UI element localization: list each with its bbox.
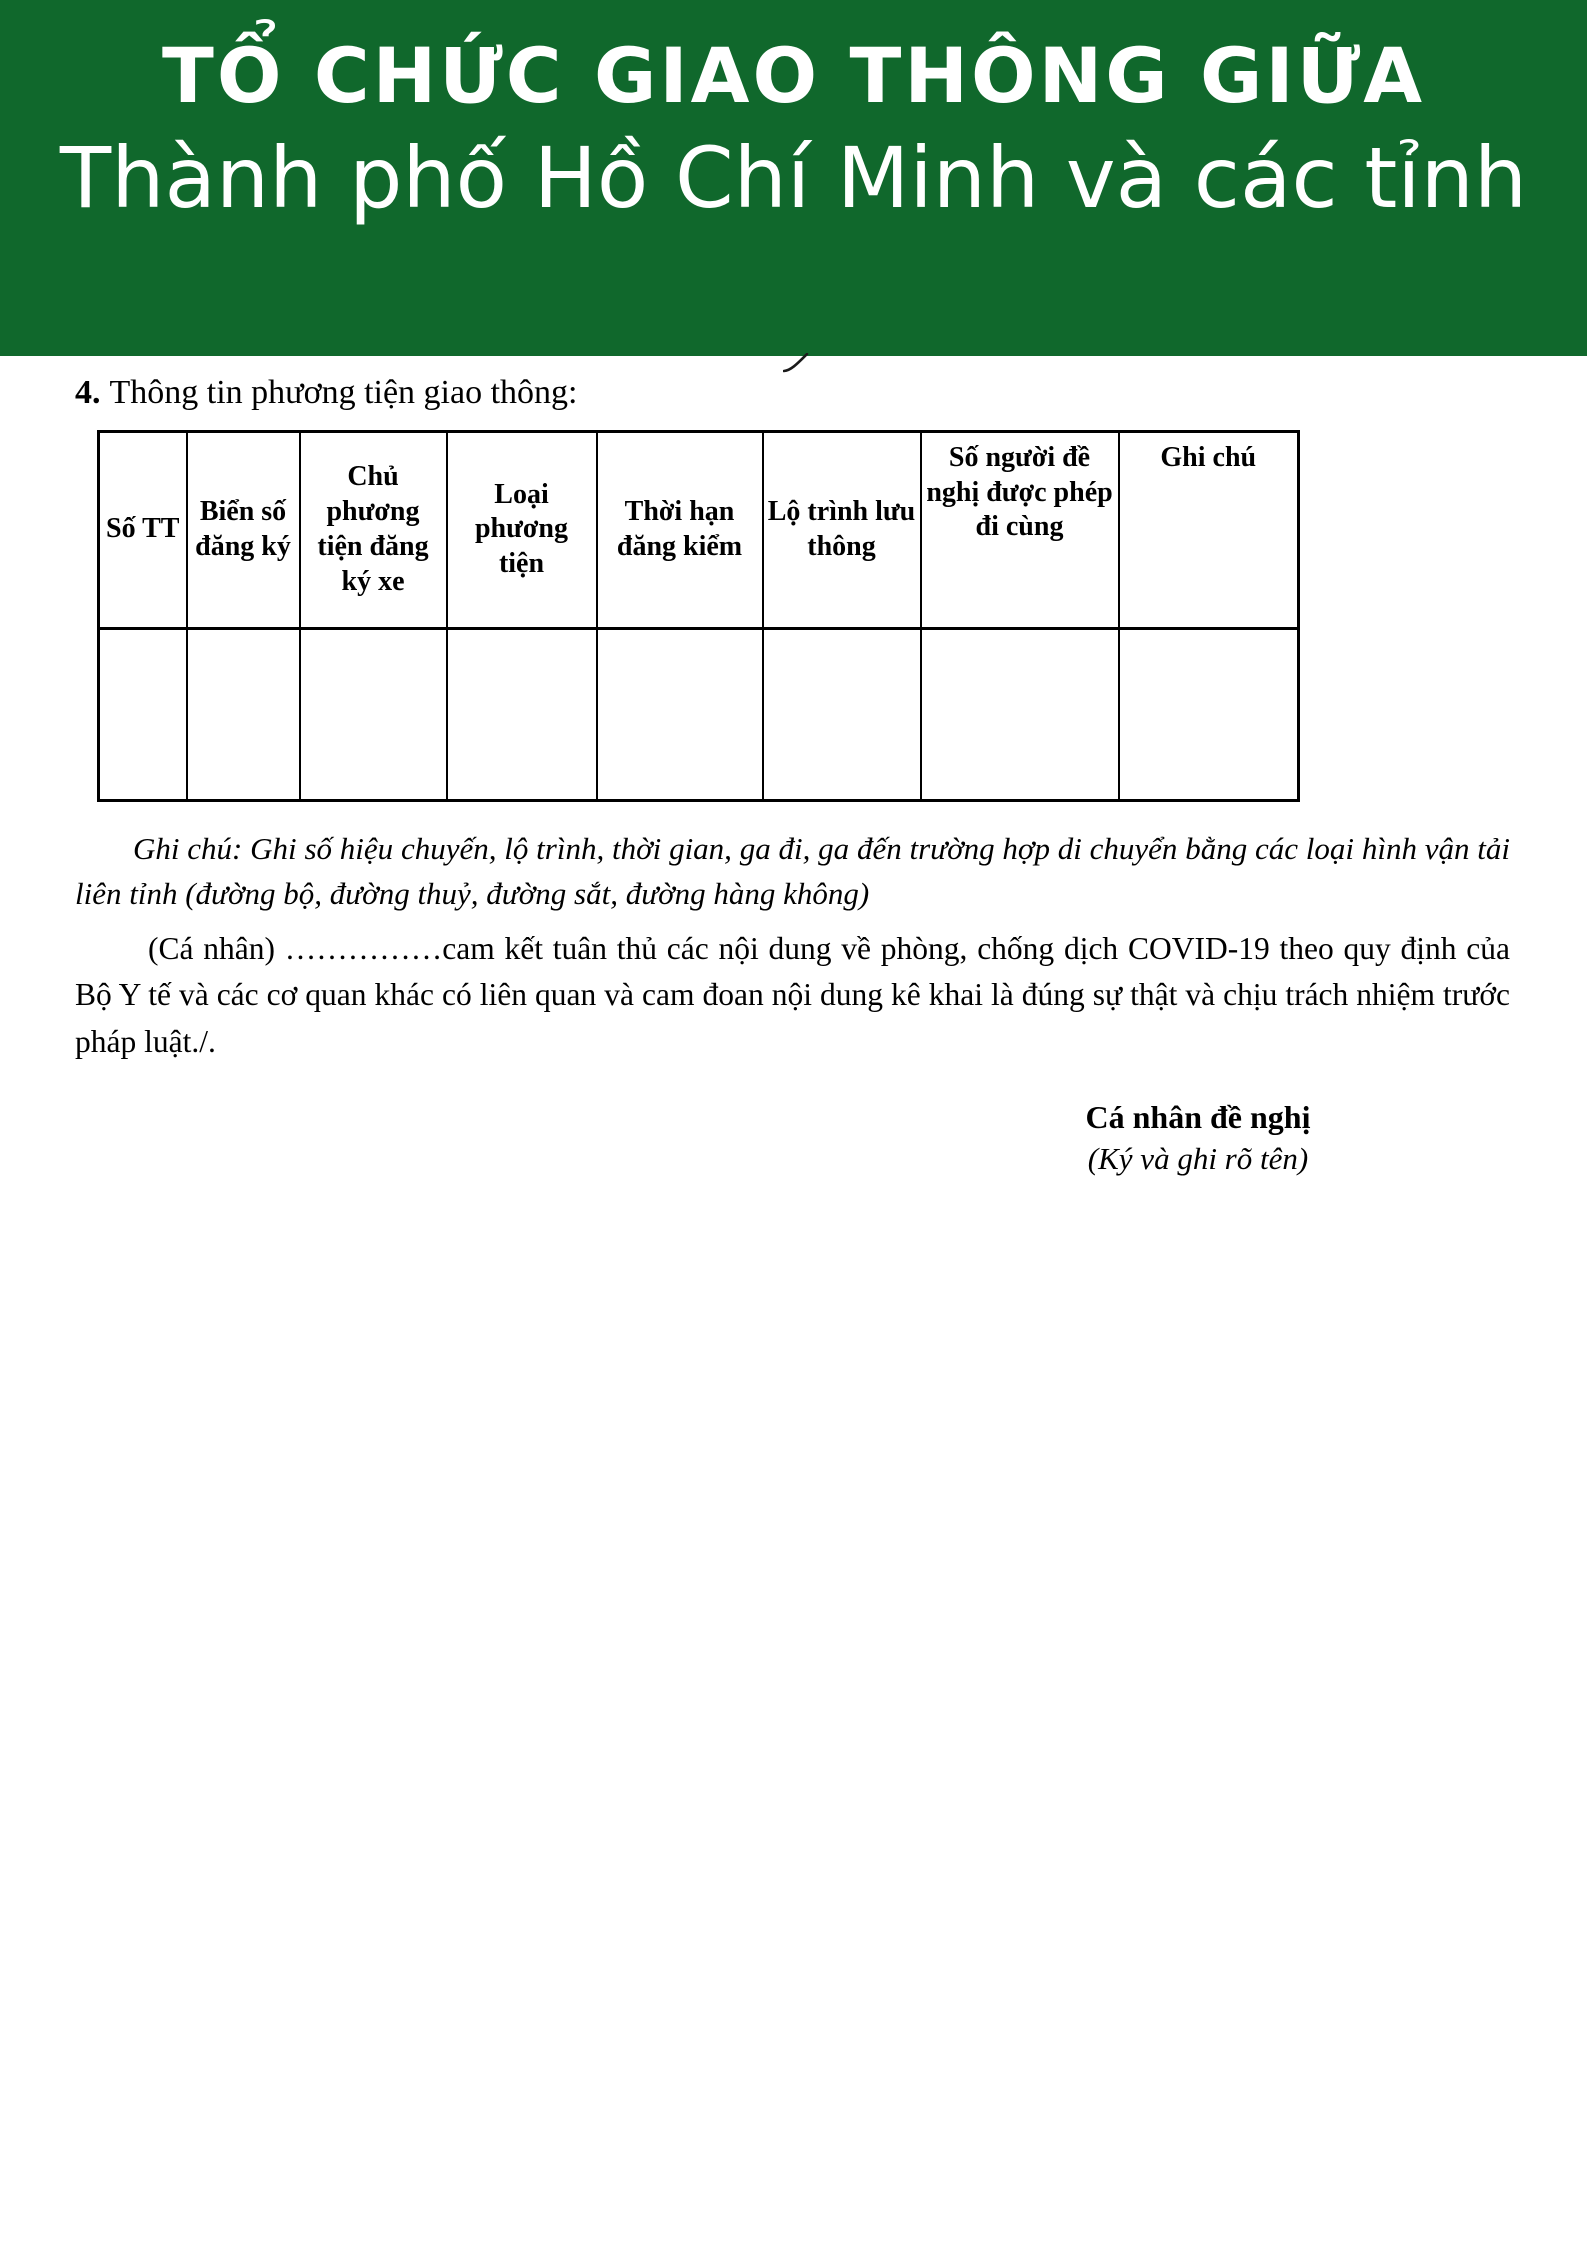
col-header-ghi-chu: Ghi chú [1119,431,1299,628]
col-header-chu-phuong-tien: Chủ phương tiện đăng ký xe [300,431,447,628]
signature-title: Cá nhân đề nghị [1085,1098,1311,1135]
table-footnote: Ghi chú: Ghi số hiệu chuyến, lộ trình, thời gian, ga đi, ga đến trường hợp di chuyển bằng các loại hình vận tải liên tỉnh (đường bộ, đường thuỷ, đường sắt, đường hàng không) [75,830,1510,912]
table-header-row [99,431,1299,628]
document-body [75,373,1510,1179]
table-empty-cell [99,628,187,800]
col-header-so-tt: Số TT [99,431,187,628]
table-empty-cell [300,628,447,800]
commitment-paragraph: (Cá nhân) ……………cam kết tuân thủ các nội dung về phòng, chống dịch COVID-19 theo quy định của Bộ Y tế và các cơ quan khác có liên quan và cam đoan nội dung kê khai là đúng sự thật và chịu trách nhiệm trước pháp luật./. [75,930,1510,1059]
table-row [99,628,1299,800]
banner-title-line1: TỔ CHỨC GIAO THÔNG GIỮA [161,31,1426,120]
table-empty-cell [1119,628,1299,800]
col-header-bien-so-dang-ky: Biển số đăng ký [187,431,300,628]
section-title: Thông tin phương tiện giao thông: [109,374,578,411]
col-header-lo-trinh-luu-thong: Lộ trình lưu thông [763,431,921,628]
section-heading [75,373,1510,414]
col-header-thoi-han-dang-kiem: Thời hạn đăng kiểm [597,431,763,628]
signature-block [1028,1097,1368,1179]
table-empty-cell [187,628,300,800]
vehicle-info-table [97,430,1300,802]
banner-title-line2: Thành phố Hồ Chí Minh và các tỉnh [59,128,1528,227]
signature-subtitle: (Ký và ghi rõ tên) [1087,1140,1309,1176]
table-empty-cell [921,628,1119,800]
col-header-so-nguoi-di-cung: Số người đề nghị được phép đi cùng [921,431,1119,628]
stray-ink-mark [783,353,809,373]
table-empty-cell [763,628,921,800]
header-banner [0,0,1587,356]
section-number: 4. [75,374,101,411]
col-header-loai-phuong-tien: Loại phương tiện [447,431,597,628]
table-empty-cell [447,628,597,800]
table-empty-cell [597,628,763,800]
